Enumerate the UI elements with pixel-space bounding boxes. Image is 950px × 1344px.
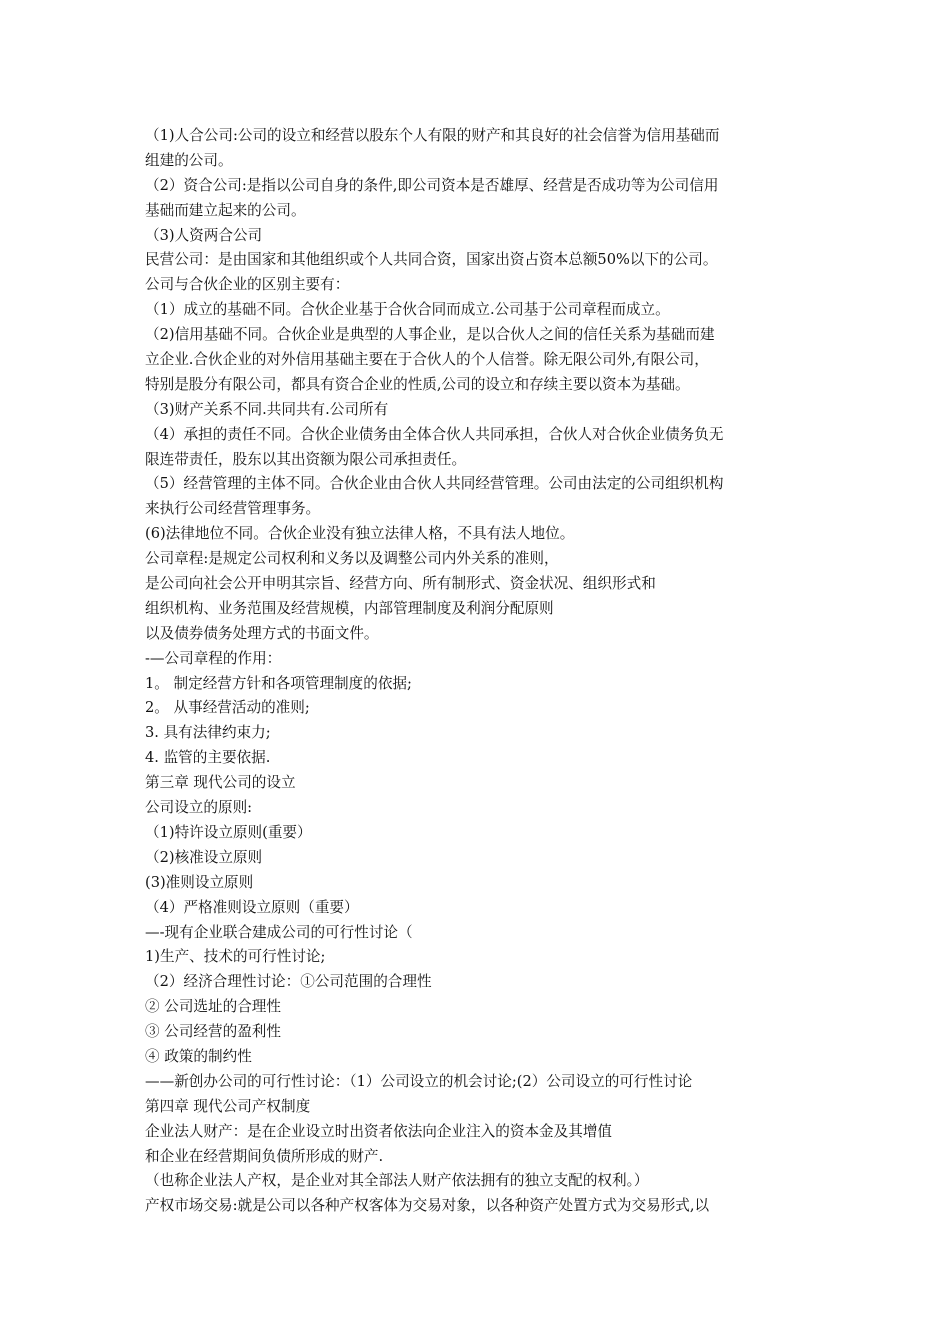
text-line: （2)核准设立原则	[145, 848, 263, 866]
text-line: 限连带责任，股东以其出资额为限公司承担责任。	[145, 450, 467, 468]
text-line: （3)人资两合公司	[145, 226, 263, 244]
text-line: ④ 政策的制约性	[145, 1047, 252, 1065]
text-line: （2）经济合理性讨论：①公司范围的合理性	[145, 973, 432, 991]
text-line: 立企业.合伙企业的对外信用基础主要在于合伙人的个人信誉。除无限公司外,有限公司，	[145, 351, 709, 369]
text-line: 3. 具有法律约束力;	[145, 724, 271, 742]
text-line: 组建的公司。	[145, 151, 233, 169]
text-line: （1)特许设立原则(重要）	[145, 823, 312, 841]
text-line: 基础而建立起来的公司。	[145, 201, 306, 219]
text-line: （4）承担的责任不同。合伙企业债务由全体合伙人共同承担，合伙人对合伙企业债务负无	[145, 425, 724, 443]
text-line: 是公司向社会公开申明其宗旨、经营方向、所有制形式、资金状况、组织形式和	[145, 575, 656, 593]
text-line: 以及债券债务处理方式的书面文件。	[145, 624, 379, 642]
text-line: ——新创办公司的可行性讨论：（1）公司设立的机会讨论;(2）公司设立的可行性讨论	[145, 1072, 693, 1090]
text-line: （也称企业法人产权，是企业对其全部法人财产依法拥有的独立支配的权利。）	[145, 1172, 649, 1190]
text-line: 1)生产、技术的可行性讨论;	[145, 948, 326, 966]
text-line: （1）成立的基础不同。合伙企业基于合伙合同而成立.公司基于公司章程而成立。	[145, 301, 670, 319]
text-line: —-现有企业联合建成公司的可行性讨论（	[145, 923, 413, 941]
text-line: 4. 监管的主要依据.	[145, 749, 271, 767]
text-line: 企业法人财产：是在企业设立时出资者依法向企业注入的资本金及其增值	[145, 1122, 613, 1140]
text-line: 产权市场交易:就是公司以各种产权客体为交易对象，以各种资产处置方式为交易形式,以	[145, 1197, 710, 1215]
chapter-heading: 第三章 现代公司的设立	[145, 774, 296, 792]
text-line: （2）资合公司:是指以公司自身的条件,即公司资本是否雄厚、经营是否成功等为公司信用	[145, 176, 719, 194]
text-line: （4）严格准则设立原则（重要）	[145, 898, 359, 916]
chapter-heading: 第四章 现代公司产权制度	[145, 1097, 311, 1115]
text-line: (3)准则设立原则	[145, 873, 254, 891]
text-line: 2。 从事经营活动的准则;	[145, 699, 310, 717]
document-body	[145, 124, 815, 1219]
text-line: (6)法律地位不同。合伙企业没有独立法律人格，不具有法人地位。	[145, 525, 575, 543]
text-line: 公司设立的原则:	[145, 799, 253, 817]
text-line: （1)人合公司:公司的设立和经营以股东个人有限的财产和其良好的社会信誉为信用基础而	[145, 127, 720, 144]
text-line: ② 公司选址的合理性	[145, 998, 281, 1016]
text-line: 公司与合伙企业的区别主要有：	[145, 276, 350, 294]
text-line: 公司章程:是规定公司权利和义务以及调整公司内外关系的准则，	[145, 550, 559, 568]
text-line: （5）经营管理的主体不同。合伙企业由合伙人共同经营管理。公司由法定的公司组织机构	[145, 475, 724, 493]
text-line: 特别是股分有限公司，都具有资合企业的性质,公司的设立和存续主要以资本为基础。	[145, 375, 690, 393]
text-line: 和企业在经营期间负债所形成的财产.	[145, 1147, 384, 1165]
text-line: 来执行公司经营管理事务。	[145, 500, 321, 518]
text-line: -—公司章程的作用：	[145, 649, 282, 667]
text-line: （2)信用基础不同。合伙企业是典型的人事企业，是以合伙人之间的信任关系为基础而建	[145, 326, 715, 344]
text-line: ③ 公司经营的盈利性	[145, 1023, 281, 1041]
text-line: 组织机构、业务范围及经营规模，内部管理制度及利润分配原则	[145, 599, 554, 617]
text-line: 民营公司：是由国家和其他组织或个人共同合资，国家出资占资本总额50%以下的公司。	[145, 251, 718, 269]
text-line: 1。 制定经营方针和各项管理制度的依据;	[145, 674, 412, 692]
text-line: （3)财产关系不同.共同共有.公司所有	[145, 400, 389, 418]
